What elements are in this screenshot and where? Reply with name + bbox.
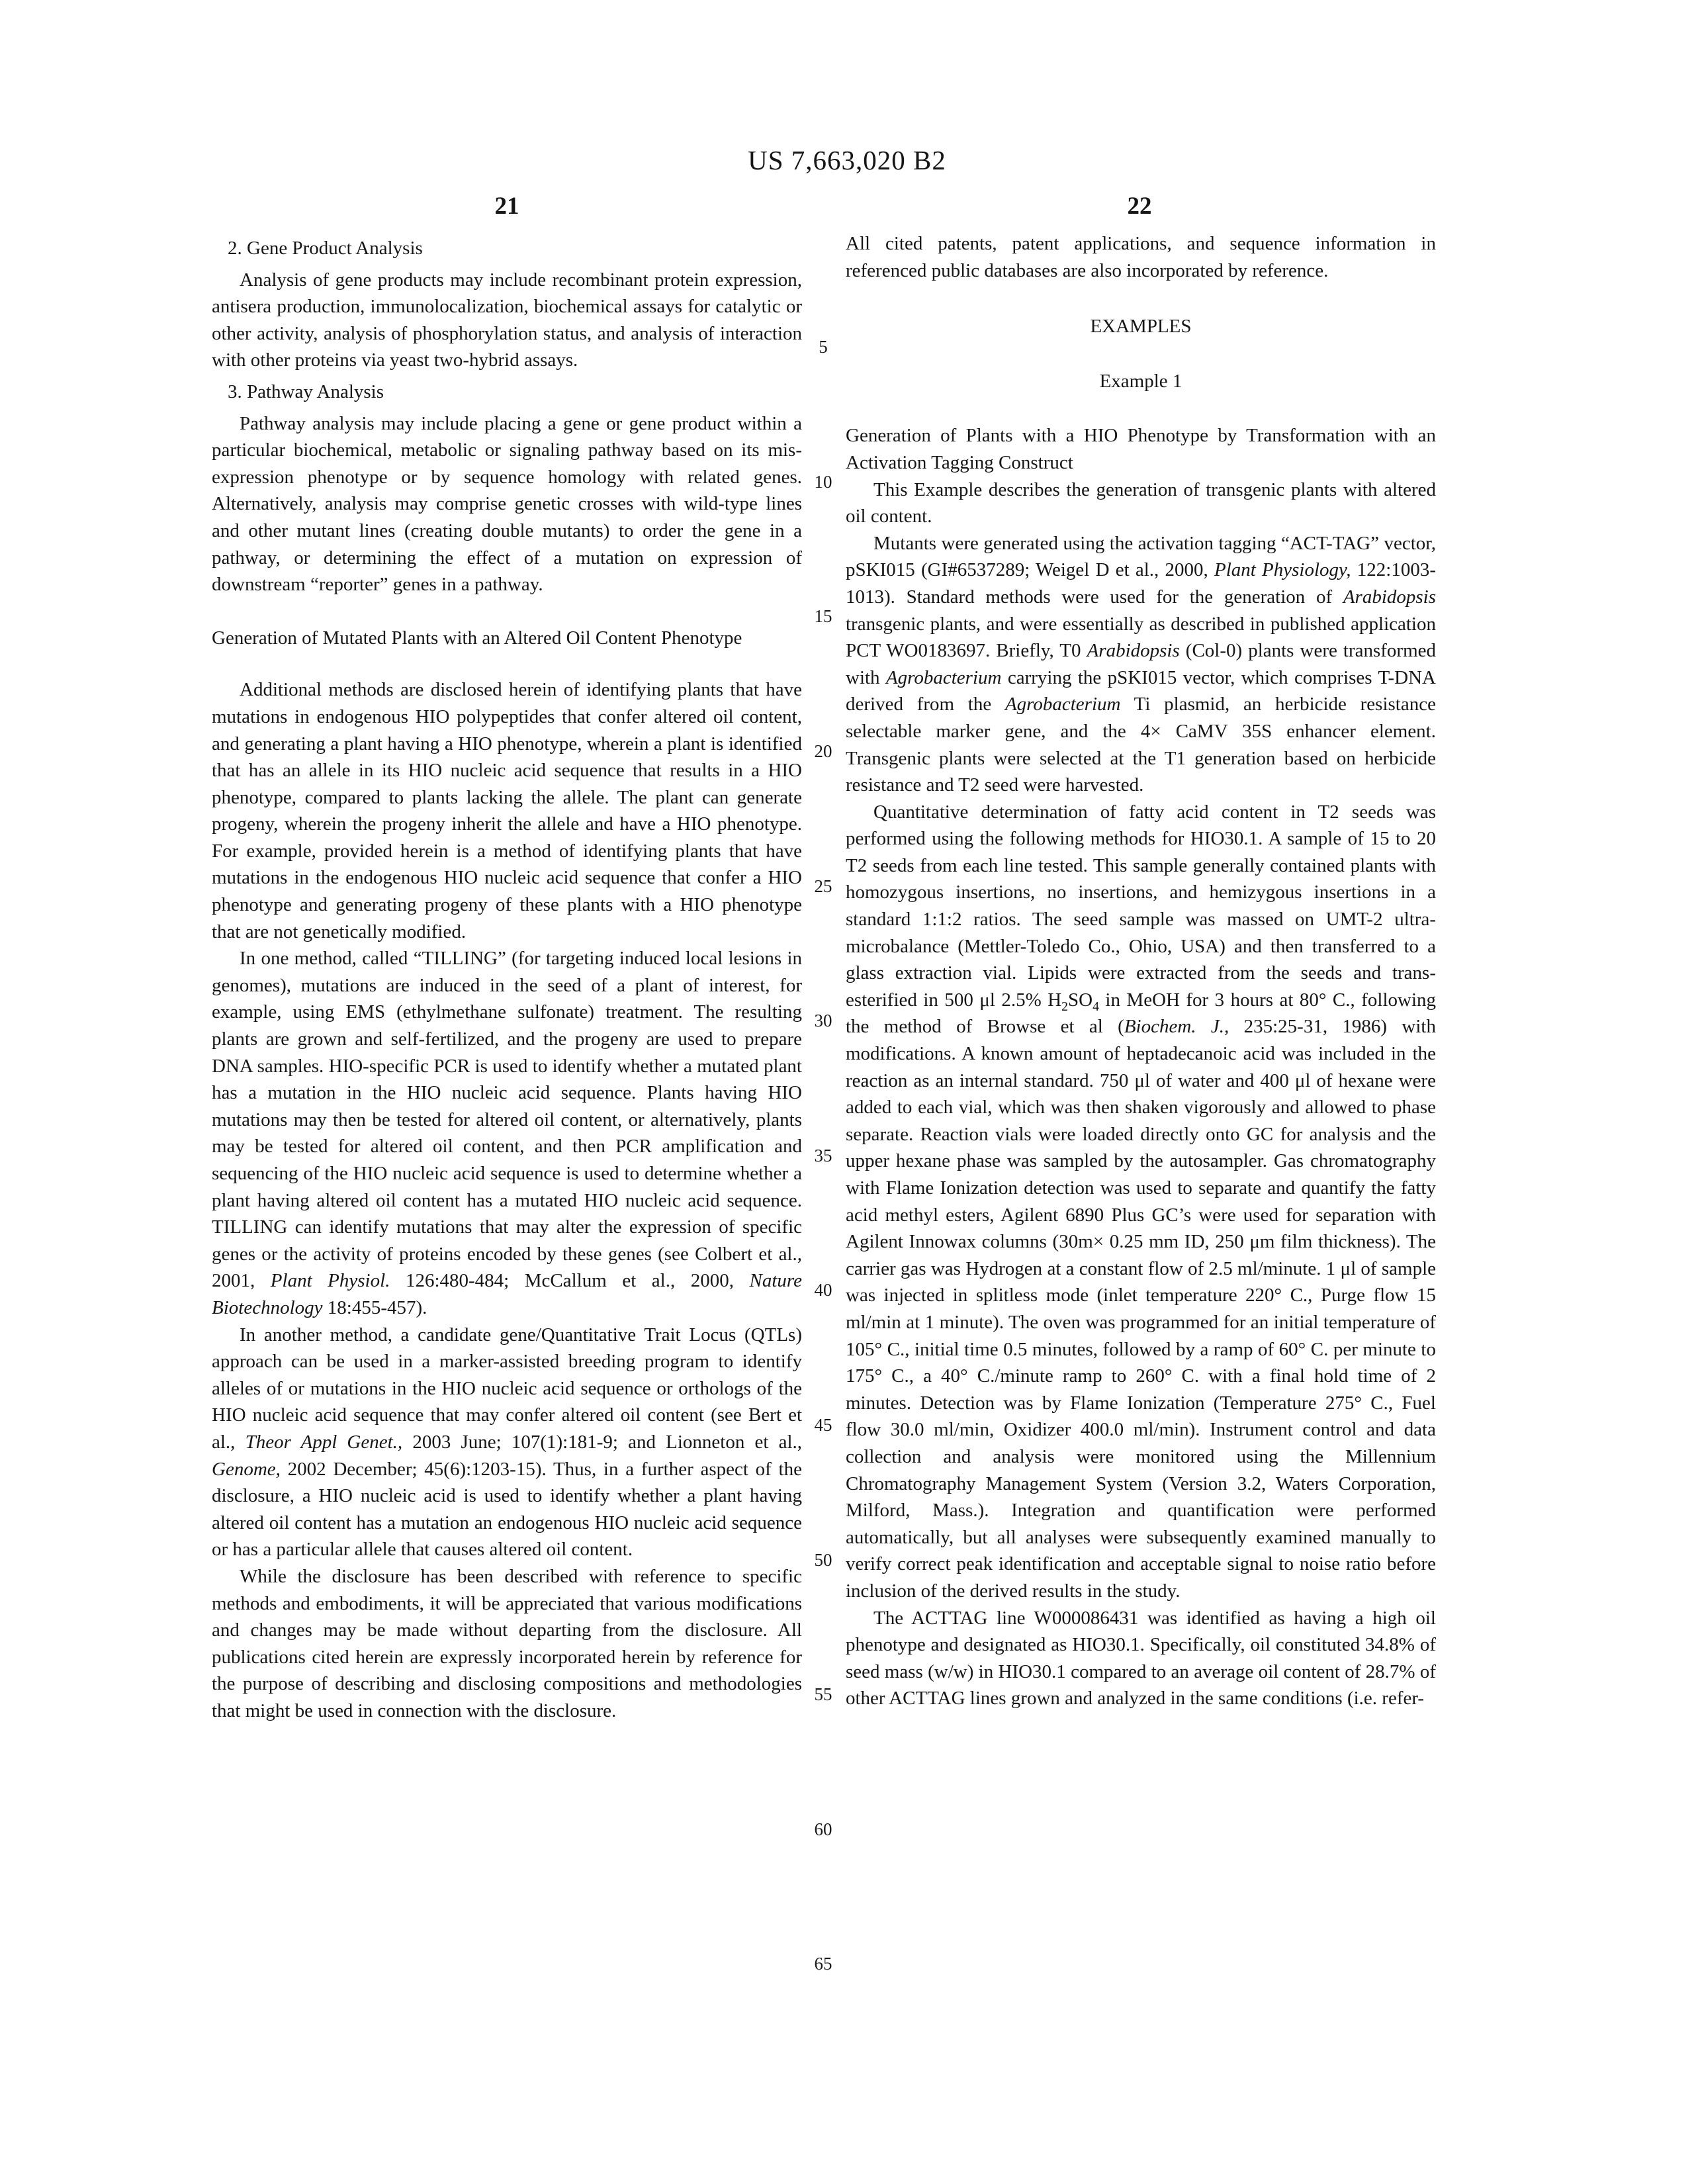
paragraph: Additional methods are disclosed herein of identifying plants that have mutations in endogenous HIO polypeptides that confer altered oil content, and generating a plant having a HIO phenotype, wherein a plant is identified that has an allele in its HIO nucleic acid sequence that results in a HIO phenotype, compared to plants lacking the allele. The plant can generate progeny, wherein the progeny inherit the allele and have a HIO phenotype. For example, provided herein is a method of identifying plants that have mutations in the endogenous HIO nucleic acid sequence that confer a HIO phenotype and generating progeny of these plants with a HIO phenotype that are not genetically modified. bbox=[212, 679, 802, 942]
column-right bbox=[846, 230, 1436, 1712]
example-1-heading: Example 1 bbox=[1099, 370, 1182, 392]
column-number-right: 22 bbox=[1127, 193, 1152, 220]
paragraph: All cited patents, patent applications, and sequence information in referenced public databases are also incorporated by reference. bbox=[846, 233, 1436, 281]
examples-heading: EXAMPLES bbox=[1090, 316, 1192, 338]
line-number: 40 bbox=[814, 1280, 832, 1300]
line-number: 65 bbox=[814, 1954, 832, 1974]
numbered-heading: 2. Gene Product Analysis bbox=[228, 238, 423, 259]
column-number-left: 21 bbox=[494, 193, 519, 220]
line-number: 25 bbox=[814, 876, 832, 896]
line-number: 5 bbox=[819, 337, 828, 357]
line-number: 15 bbox=[814, 606, 832, 626]
line-number: 35 bbox=[814, 1146, 832, 1165]
example-title: Generation of Plants with a HIO Phenotype by Transformation with an Activation Tagging Construct bbox=[846, 425, 1436, 473]
paragraph: Quantitative determination of fatty acid content in T2 seeds was performed using the following methods for HIO30.1. A sample of 15 to 20 T2 seeds from each line tested. This sample generally contained plants with homozygous insertions, no insertions, and hemizygous insertions in a standard 1:1:2 ratios. The seed sample was massed on UMT-2 ultra-microbalance (Mettler-Toledo Co., Ohio, USA) and then transferred to a glass extraction vial. Lipids were extracted from the seeds and trans-esterified in 500 μl 2.5% $H_2SO_4$ in MeOH for 3 hours at 80° C., following the method of Browse et al (Biochem. J., 235:25-31, 1986) with modifications. A known amount of heptadecanoic acid was included in the reaction as an internal standard. 750 μl of water and 400 μl of hexane were added to each vial, which was then shaken vigorously and allowed to phase separate. Reaction vials were loaded directly onto GC for analysis and the upper hexane phase was sampled by the autosampler. Gas chromatography with Flame Ionization detection was used to separate and quantify the fatty acid methyl esters, Agilent 6890 Plus GC’s were used for separation with Agilent Innowax columns (30m× 0.25 mm ID, 250 μm film thickness). The carrier gas was Hydrogen at a constant flow of 2.5 ml/minute. 1 μl of sample was injected in splitless mode (inlet temperature 220° C., Purge flow 15 ml/min at 1 minute). The oven was programmed for an initial temperature of 105° C., initial time 0.5 minutes, followed by a ramp of 60° C. per minute to 175° C., a 40° C./minute ramp to 260° C. with a final hold time of 2 minutes. Detection was by Flame Ionization (Temperature 275° C., Fuel flow 30.0 ml/min, Oxidizer 400.0 ml/min). Instrument control and data collection and analysis were monitored using the Millennium Chromatography Management System (Version 3.2, Waters Corporation, Milford, Mass.). Integration and quantification were performed automatically, but all analyses were subsequently examined manually to verify correct peak identification and acceptable signal to noise ratio before inclusion of the derived results in the study. bbox=[846, 801, 1436, 1602]
paragraph: While the disclosure has been described with reference to specific methods and embodiments, it will be appreciated that various modifications and changes may be made without departing from the disclosure. All publications cited herein are expressly incorporated herein by reference for the purpose of describing and disclosing compositions and methodologies that might be used in connection with the disclosure. bbox=[212, 1565, 802, 1721]
numbered-heading: 3. Pathway Analysis bbox=[228, 381, 384, 402]
column-left bbox=[212, 230, 802, 1724]
patent-number: US 7,663,020 B2 bbox=[748, 145, 946, 175]
line-number: 60 bbox=[814, 1819, 832, 1839]
paragraph: Analysis of gene products may include recombinant protein expression, antisera production, immunolocalization, biochemical assays for catalytic or other activity, analysis of phosphorylation status, and analysis of interaction with other proteins via yeast two-hybrid assays. bbox=[212, 269, 802, 371]
paragraph: Mutants were generated using the activation tagging “ACT-TAG” vector, pSKI015 (GI#6537289; Weigel D et al., 2000, Plant Physiology, 122:1003-1013). Standard methods were used for the generation of Arabidopsis transgenic plants, and were essentially as described in published application PCT WO0183697. Briefly, T0 Arabidopsis (Col-0) plants were transformed with Agrobacterium carrying the pSKI015 vector, which comprises T-DNA derived from the Agrobacterium Ti plasmid, an herbicide resistance selectable marker gene, and the 4× CaMV 35S enhancer element. Transgenic plants were selected at the T1 generation based on herbicide resistance and T2 seed were harvested. bbox=[846, 532, 1436, 796]
paragraph: This Example describes the generation of transgenic plants with altered oil content. bbox=[846, 478, 1436, 527]
paragraph: In one method, called “TILLING” (for targeting induced local lesions in genomes), mutations are induced in the seed of a plant of interest, for example, using EMS (ethylmethane sulfonate) treatment. The resulting plants are grown and self-fertilized, and the progeny are used to prepare DNA samples. HIO-specific PCR is used to identify whether a mutated plant has a mutation in the HIO nucleic acid sequence. Plants having HIO mutations may then be tested for altered oil content, or alternatively, plants may be tested for altered oil content, and then PCR amplification and sequencing of the HIO nucleic acid sequence is used to determine whether a plant having altered oil content has a mutated HIO nucleic acid sequence. TILLING can identify mutations that may alter the expression of specific genes or the activity of proteins encoded by these genes (see Colbert et al., 2001, Plant Physiol. 126:480-484; McCallum et al., 2000, Nature Biotechnology 18:455-457). bbox=[212, 948, 803, 1318]
line-number: 30 bbox=[814, 1011, 832, 1030]
line-number: 55 bbox=[814, 1684, 832, 1704]
paragraph: In another method, a candidate gene/Quantitative Trait Locus (QTLs) approach can be used in a marker-assisted breeding program to identify alleles of or mutations in the HIO nucleic acid sequence or orthologs of the HIO nucleic acid sequence that may confer altered oil content (see Bert et al., Theor Appl Genet., 2003 June; 107(1):181-9; and Lionneton et al., Genome, 2002 December; 45(6):1203-15). Thus, in a further aspect of the disclosure, a HIO nucleic acid is used to identify whether a plant having altered oil content has a mutation an endogenous HIO nucleic acid sequence or has a particular allele that causes altered oil content. bbox=[212, 1324, 802, 1561]
line-number: 45 bbox=[814, 1415, 832, 1435]
line-number: 50 bbox=[814, 1550, 832, 1570]
section-heading: Generation of Mutated Plants with an Altered Oil Content Phenotype bbox=[212, 627, 742, 649]
paragraph: The ACTTAG line W000086431 was identified as having a high oil phenotype and designated as HIO30.1. Specifically, oil constituted 34.8% of seed mass (w/w) in HIO30.1 compared to an average oil content of 28.7% of other ACTTAG lines grown and analyzed in the same conditions (i.e. refer- bbox=[846, 1607, 1436, 1709]
line-number: 10 bbox=[814, 472, 832, 492]
paragraph: Pathway analysis may include placing a gene or gene product within a particular biochemical, metabolic or signaling pathway based on its mis-expression phenotype or by sequence homology with related genes. Alternatively, analysis may comprise genetic crosses with wild-type lines and other mutant lines (creating double mutants) to order the gene in a pathway, or determining the effect of a mutation on expression of downstream “reporter” genes in a pathway. bbox=[212, 412, 802, 596]
line-number: 20 bbox=[814, 741, 832, 761]
